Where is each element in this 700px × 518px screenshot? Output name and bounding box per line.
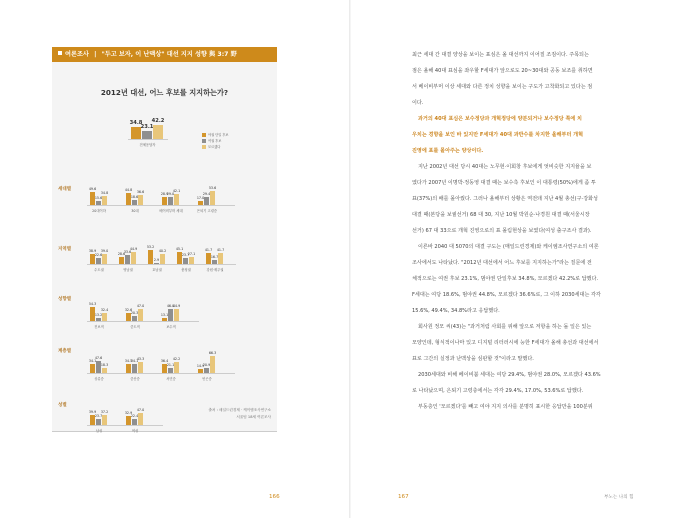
baseline: [87, 205, 235, 206]
category-label: 베이비부머 세대: [159, 209, 183, 213]
bar-value-label: 53.6: [208, 186, 217, 191]
bar-value-label: 18.6: [130, 195, 139, 200]
bar-value-label: 34.1: [88, 359, 97, 364]
survey-banner: [52, 47, 277, 62]
bar: [189, 257, 194, 264]
text-line: 표(37%)의 배를 몰아줬다. 그러나 올해부터 상황은 역전돼 지난 4월 총선(구·강화성: [412, 196, 598, 202]
bar-value-label: 22.4: [130, 414, 139, 419]
bar: [218, 253, 223, 264]
bar: [102, 368, 107, 373]
bar: [210, 191, 215, 205]
text-line: 2030세대와 비해 베이비붐 세대는 여당 29.4%, 범야권 28.0%, 모르겠다 43.6%: [418, 372, 601, 378]
text-line: 점은 올해 40대 표심을 좌우할 F세대가 앞으로도 20~30대와 공동 보조를 취하면: [412, 68, 593, 74]
bar: [102, 415, 107, 425]
bar-value-label: 45.1: [175, 247, 184, 252]
bar: [132, 316, 137, 321]
text-line: 로 나타났으며, 은퇴기 고령층에서는 각각 29.4%, 17.0%, 53.6%로 답했다.: [412, 388, 584, 394]
bar-value-label: 33.6: [123, 250, 132, 255]
bar-value-label: 2.9: [153, 258, 160, 263]
bar: [132, 364, 137, 373]
bar-value-label: 47.0: [136, 407, 145, 412]
text-line: 모양인데, 형식적이나마 있고 디지털 리터러시에 능한 F세대가 올해 총선과 대선에서: [412, 340, 599, 346]
category-label: 상류층: [94, 377, 104, 381]
bar: [198, 201, 203, 205]
bar: [142, 131, 152, 139]
page-number-right: 167: [398, 494, 409, 500]
bar: [138, 362, 143, 373]
text-line: 이다.: [412, 100, 424, 106]
bar-value-label: 41.7: [204, 248, 213, 253]
text-line: 진영에 표를 몰아주는 양상이다.: [412, 148, 484, 154]
text-line: 15.6%, 49.4%, 34.8%라고 응답했다.: [412, 308, 500, 314]
legend-swatch-icon: [202, 139, 206, 143]
text-line: 표로 그간의 실정과 난맥상을 심판할 것"이라고 말했다.: [412, 356, 534, 362]
baseline: [128, 139, 168, 140]
category-label: 영남권: [123, 268, 133, 272]
bar-value-label: 22.6: [94, 253, 103, 258]
category-label: 전체응답자: [139, 143, 156, 147]
row-label: 성향별: [58, 297, 72, 302]
bar-value-label: 54.3: [88, 301, 97, 306]
bar: [132, 419, 137, 425]
bar: [132, 200, 137, 205]
bar: [210, 356, 215, 373]
bar: [96, 258, 101, 264]
bar-value-label: 23.7: [181, 252, 190, 257]
running-footer: 부노는 나의 힘: [604, 495, 634, 500]
bar-value-label: 36.6: [136, 190, 145, 195]
category-label: 수도권: [94, 268, 104, 272]
bar: [131, 127, 141, 139]
text-line: 최근 세대 간 대결 양상을 보이는 표심은 올 대선까지 이어질 조짐이다. 주목되는: [412, 52, 589, 58]
bar-value-label: 49.6: [88, 187, 97, 192]
text-line: 지난 2002년 대선 당시 40대는 노무현·이회창 후보에게 엇비슷한 지지율을 보: [418, 164, 592, 170]
bar: [96, 318, 101, 321]
banner-headline: "두고 보자, 이 난맥상" 대선 지지 성향 與 3:7 野: [101, 51, 237, 58]
bar-value-label: 34.8: [129, 120, 143, 127]
bar-value-label: 37.2: [100, 410, 109, 415]
page-number-left: 166: [269, 494, 280, 500]
text-line: 였다가 2007년 이명박·정동영 대결 때는 보수측 후보인 이 대통령(50%)에게 좀 투: [412, 180, 596, 186]
bar: [125, 255, 130, 264]
bar: [96, 419, 101, 425]
category-label: 빈곤층: [202, 377, 212, 381]
bar-value-label: 34.5: [124, 359, 133, 364]
bar: [153, 125, 163, 139]
category-label: 보수적: [166, 325, 176, 329]
bar: [174, 194, 179, 205]
category-label: 호남권: [152, 268, 162, 272]
text-line: 우치는 경향을 보인 바 있지만 F세대가 40대 과반수를 차지한 올해부터 개혁: [412, 132, 583, 138]
bar-value-label: 44.8: [124, 188, 133, 193]
bar-value-label: 39.9: [88, 409, 97, 414]
baseline: [87, 425, 163, 426]
bar: [204, 197, 209, 205]
text-line: 이른바 2040 대 5070의 대결 구도는 (매일드린경제)와 케이엠조사연구소의 여론: [418, 244, 599, 250]
bar-value-label: 29.0: [166, 192, 175, 197]
category-label: 20대이하: [92, 209, 106, 213]
bar-value-label: 18.3: [100, 363, 109, 368]
bar: [102, 313, 107, 321]
bar: [162, 197, 167, 205]
baseline: [87, 373, 235, 374]
row-label: 세대별: [58, 187, 72, 192]
bar-value-label: 42.2: [151, 117, 165, 124]
bar-value-label: 17.0: [196, 195, 205, 200]
category-label: 중도적: [130, 325, 140, 329]
bar-value-label: 41.7: [216, 248, 225, 253]
category-label: 강원·제주권: [206, 268, 224, 272]
bar-value-label: 53.2: [146, 245, 155, 250]
bar-value-label: 28.9: [160, 192, 169, 197]
row-label: 성별: [58, 403, 67, 408]
bar-value-label: 32.4: [100, 307, 109, 312]
category-label: 진보적: [94, 325, 104, 329]
bar-value-label: 47.0: [136, 303, 145, 308]
banner-separator: |: [94, 51, 97, 58]
text-line: F세대는 여당 18.6%, 범야권 44.8%, 모르겠다 36.6%로, 그 이하 2030세대는 각각: [412, 292, 601, 298]
bar-value-label: 29.4: [202, 192, 211, 197]
text-line: 조사에서도 나타났다. "2012년 대선에서 어느 후보를 지지하는가"라는 질문에 전: [412, 260, 592, 266]
bar-value-label: 15.6: [94, 195, 103, 200]
bar-value-label: 23.1: [140, 124, 154, 131]
bar: [168, 309, 173, 321]
bar-value-label: 44.9: [172, 304, 181, 309]
bar: [131, 252, 136, 264]
bar-value-label: 42.1: [172, 189, 181, 194]
bar-value-label: 39.0: [100, 248, 109, 253]
legend-label: 모르겠다: [208, 145, 221, 149]
bar-value-label: 13.1: [160, 312, 169, 317]
bar-value-label: 34.8: [100, 190, 109, 195]
source-line: 서울팀 18세 여론조사: [236, 415, 271, 419]
chart-source: [186, 407, 271, 421]
bar: [212, 260, 217, 264]
bar-value-label: 42.2: [172, 357, 181, 362]
bar-value-label: 13.2: [94, 312, 103, 317]
bar-value-label: 16.7: [210, 254, 219, 259]
banner-tag: 여론조사: [65, 51, 89, 58]
category-label: 남성: [95, 429, 103, 433]
bar-value-label: 44.9: [129, 247, 138, 252]
chart-title: 2012년 대선, 어느 후보를 지지하는가?: [100, 88, 229, 97]
bar: [148, 250, 153, 264]
bar-value-label: 27.1: [187, 251, 196, 256]
legend-swatch-icon: [202, 133, 206, 137]
category-label: 충청권: [181, 268, 191, 272]
category-label: 여성: [131, 429, 139, 433]
row-label: 계층별: [58, 349, 72, 354]
bar-value-label: 14.9: [196, 364, 205, 369]
bar: [174, 309, 179, 321]
bar-value-label: 40.2: [158, 248, 167, 253]
text-line: 회사원 정모 씨(43)는 "과거처럼 사회를 위해 앞으로 저항을 하는 돌 일은 있는: [418, 324, 592, 330]
bar: [96, 201, 101, 205]
text-line: 선거) 67 대 33으로 개혁 진영으로의 표 몰림현상을 보였다(여성 출구조사 결과).: [412, 228, 592, 234]
category-label: 30대: [131, 209, 139, 213]
bar: [138, 195, 143, 205]
bar-value-label: 20.3: [130, 310, 139, 315]
text-line: 과거의 40대 표심은 보수정당과 개혁정당에 양분되거나 보수정당 쪽에 치: [418, 116, 582, 122]
bar-value-label: 34.1: [130, 359, 139, 364]
bar: [168, 368, 173, 373]
bar-value-label: 38.9: [88, 248, 97, 253]
category-label: 은퇴기 고령층: [196, 209, 218, 213]
bar-value-label: 23.7: [94, 413, 103, 418]
row-label: 지역별: [58, 247, 72, 252]
baseline: [87, 264, 236, 265]
source-line: 출처 : 매일드린경제 · 케이엠조사연구소: [208, 408, 271, 412]
bar: [198, 369, 203, 373]
bar: [204, 368, 209, 373]
legend-swatch-icon: [202, 145, 206, 149]
legend-item: [202, 144, 229, 150]
bar: [102, 196, 107, 205]
category-label: 서민층: [166, 377, 176, 381]
text-line: 부동층인 '모르겠다'를 빼고 여야 지지 의사를 분명히 표시한 응답만을 100분위: [418, 404, 593, 410]
bar: [162, 318, 167, 321]
bar: [160, 254, 165, 264]
legend-label: 여권 후보: [208, 139, 222, 143]
book-gutter: [349, 0, 351, 518]
bar: [138, 413, 143, 425]
text-line: 대결 때(본당을 보궐선거) 68 대 30, 지난 10월 박원순·나경원 대결 때(서울시장: [412, 212, 590, 218]
legend-label: 야권 단일 후보: [208, 133, 229, 137]
category-label: 중산층: [130, 377, 140, 381]
bar-value-label: 47.6: [94, 355, 103, 360]
bar-value-label: 20.9: [202, 362, 211, 367]
bar: [183, 258, 188, 264]
text-line: 체적으로는 여권 후보 23.1%, 범야권 단일후보 34.8%, 모르겠다 42.2%로 답했다.: [412, 276, 599, 282]
bar: [138, 309, 143, 321]
bar-value-label: 32.6: [124, 307, 133, 312]
bar-value-label: 28.6: [117, 251, 126, 256]
bar-value-label: 66.3: [208, 350, 217, 355]
text-line: 서 베이비부머 이상 세대와 다른 정치 성향을 보이는 구도가 고착화되고 있다는 점: [412, 84, 593, 90]
bar: [126, 364, 131, 373]
bar: [168, 197, 173, 205]
bar: [174, 362, 179, 373]
bar: [119, 257, 124, 264]
bar: [154, 263, 159, 264]
bar-value-label: 43.3: [136, 356, 145, 361]
bar-value-label: 32.9: [124, 411, 133, 416]
bullet-square-icon: [58, 51, 62, 55]
bar-value-label: 46.0: [166, 304, 175, 309]
chart-legend: [202, 132, 229, 150]
bar: [102, 254, 107, 264]
bar-value-label: 21.1: [166, 362, 175, 367]
bar: [90, 364, 95, 373]
bar-value-label: 36.4: [160, 358, 169, 363]
baseline: [87, 321, 199, 322]
